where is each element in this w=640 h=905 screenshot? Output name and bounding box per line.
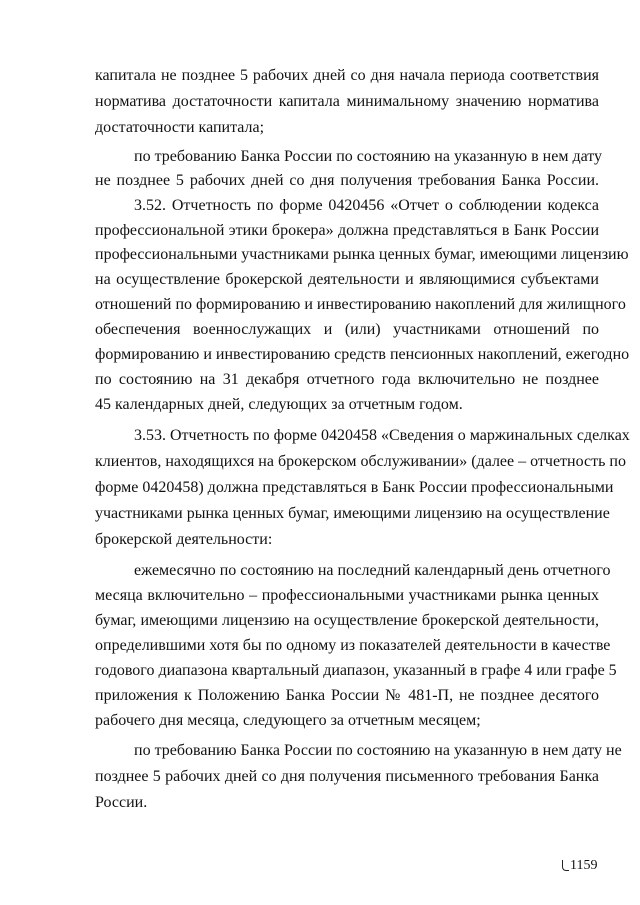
document-page: капитала не позднее 5 рабочих дней со дня начала периода соответствия норматива достаточности капитала минимальному значению норматива достаточности капитала; по требованию Банка России по состоянию на указанную в нем дату не позднее 5 рабочих дней со дня получения требования Банка России. 3.52. Отчетность по форме 0420456 «Отчет о соблюдении кодекса профессиональной этики брокера» должна представляться в Банк России профессиональными участниками рынка ценных бумаг, имеющими лицензию на осуществление брокерской деятельности и являющимися субъектами отношений по формированию и инвестированию накоплений для жилищного обеспечения военнослужащих и (или) участниками отношений по формированию и инвестированию средств пенсионных накоплений, ежегодно по состоянию на 31 декабря отчетного года включительно не позднее 45 календарных дней, следующих за отчетным годом. 3.53. Отчетность по форме 0420458 «Сведения о маржинальных сделках клиентов, находящихся на брокерском обслуживании» (далее – отчетность по форме 0420458) должна представляться в Банк России профессиональными участниками рынка ценных бумаг, имеющими лицензию на осуществление брокерской деятельности: ежемесячно по состоянию на последний календарный день отчетного месяца включительно – профессиональными участниками рынка ценных бумаг, имеющими лицензию на осуществление брокерской деятельности, определившими хотя бы по одному из показателей деятельности в качестве годового диапазона квартальный диапазон, указанный в графе 4 или графе 5 приложения к Положению Банка России № 481-П, не позднее десятого рабочего дня месяца, следующего за отчетным месяцем; по требованию Банка России по состоянию на указанную в нем дату не позднее 5 рабочих дней со дня получения письменного требования Банка России. 1159 xyxy=(0,0,640,905)
page-number: 1159 xyxy=(562,856,612,876)
handwritten-mark-icon xyxy=(562,860,569,871)
